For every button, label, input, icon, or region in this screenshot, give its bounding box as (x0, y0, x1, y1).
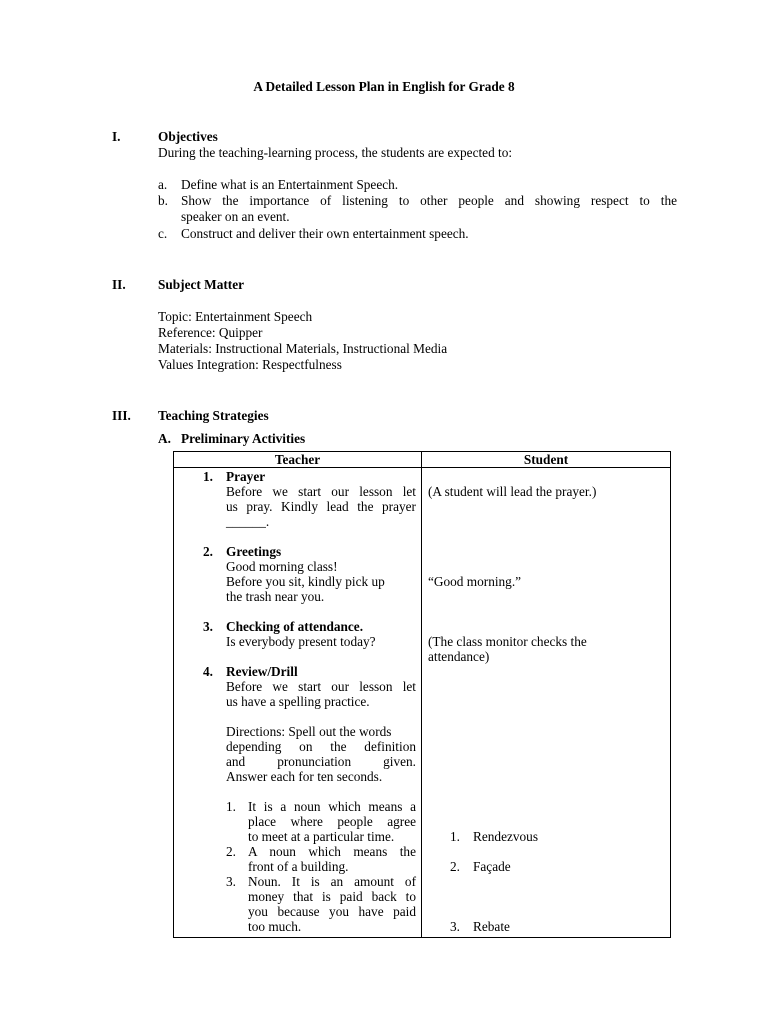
question-line: money that is paid back to (248, 889, 416, 904)
answer-number: 1. (450, 829, 460, 844)
subject-reference: Reference: Quipper (158, 325, 263, 340)
review-line: Before we start our lesson let (226, 679, 416, 694)
directions-line: Answer each for ten seconds. (226, 769, 383, 784)
answer-rebate: Rebate (473, 919, 510, 934)
subject-values: Values Integration: Respectfulness (158, 357, 342, 372)
section-heading-subject-matter: Subject Matter (158, 277, 245, 292)
greetings-line: Good morning class! (226, 559, 338, 574)
subject-topic: Topic: Entertainment Speech (158, 309, 313, 324)
question-number: 1. (226, 799, 236, 814)
activity-number: 3. (203, 619, 213, 634)
question-number: 3. (226, 874, 236, 889)
question-line: A noun which means the (248, 844, 416, 859)
prayer-line: us pray. Kindly lead the prayer (226, 499, 416, 514)
student-response-prayer: (A student will lead the prayer.) (428, 484, 597, 499)
answer-number: 3. (450, 919, 460, 934)
column-header-teacher: Teacher (174, 452, 422, 468)
question-number: 2. (226, 844, 236, 859)
question-line: you because you have paid (248, 904, 416, 919)
subsection-heading: Preliminary Activities (181, 431, 306, 446)
review-line: us have a spelling practice. (226, 694, 370, 709)
directions-line: and pronunciation given. (226, 754, 416, 769)
question-line: to meet at a particular time. (248, 829, 395, 844)
answer-number: 2. (450, 859, 460, 874)
column-header-student: Student (422, 452, 671, 468)
student-cell (422, 468, 671, 938)
prayer-line: Before we start our lesson let (226, 484, 416, 499)
greetings-line: Before you sit, kindly pick up (226, 574, 385, 589)
objective-c: Construct and deliver their own entertainment speech. (181, 226, 469, 241)
section-numeral-subject-matter: II. (112, 277, 126, 292)
question-line: It is a noun which means a (248, 799, 416, 814)
activity-title-review: Review/Drill (226, 664, 298, 679)
objective-a: Define what is an Entertainment Speech. (181, 177, 399, 192)
section-heading-strategies: Teaching Strategies (158, 408, 269, 423)
directions-line: depending on the definition (226, 739, 416, 754)
section-numeral-objectives: I. (112, 129, 121, 144)
attendance-line: Is everybody present today? (226, 634, 376, 649)
question-line: place where people agree (248, 814, 416, 829)
objective-marker-b: b. (158, 193, 168, 208)
activity-title-greetings: Greetings (226, 544, 282, 559)
activity-number: 1. (203, 469, 213, 484)
greetings-line: the trash near you. (226, 589, 325, 604)
objective-marker-a: a. (158, 177, 168, 192)
subject-materials: Materials: Instructional Materials, Instructional Media (158, 341, 448, 356)
question-line: Noun. It is an amount of (248, 874, 416, 889)
prayer-blank: ______. (226, 514, 270, 529)
student-response-attendance: (The class monitor checks the (428, 634, 587, 649)
question-line: too much. (248, 919, 302, 934)
activity-number: 4. (203, 664, 213, 679)
objectives-intro: During the teaching-learning process, the students are expected to: (158, 145, 513, 160)
activities-table (173, 451, 671, 938)
activity-title-attendance: Checking of attendance. (226, 619, 364, 634)
student-response-attendance: attendance) (428, 649, 490, 664)
section-numeral-strategies: III. (112, 408, 131, 423)
subsection-marker: A. (158, 431, 171, 446)
objective-marker-c: c. (158, 226, 168, 241)
answer-facade: Façade (473, 859, 511, 874)
directions-line: Directions: Spell out the words (226, 724, 392, 739)
section-heading-objectives: Objectives (158, 129, 218, 144)
student-response-greeting: “Good morning.” (428, 574, 522, 589)
document-title: A Detailed Lesson Plan in English for Grade 8 (253, 79, 515, 94)
activity-number: 2. (203, 544, 213, 559)
answer-rendezvous: Rendezvous (473, 829, 538, 844)
objective-b-line1: Show the importance of listening to other people and showing respect to the (181, 193, 677, 208)
activity-title-prayer: Prayer (226, 469, 266, 484)
teacher-cell (174, 468, 422, 938)
question-line: front of a building. (248, 859, 349, 874)
objective-b-line2: speaker on an event. (181, 209, 290, 224)
